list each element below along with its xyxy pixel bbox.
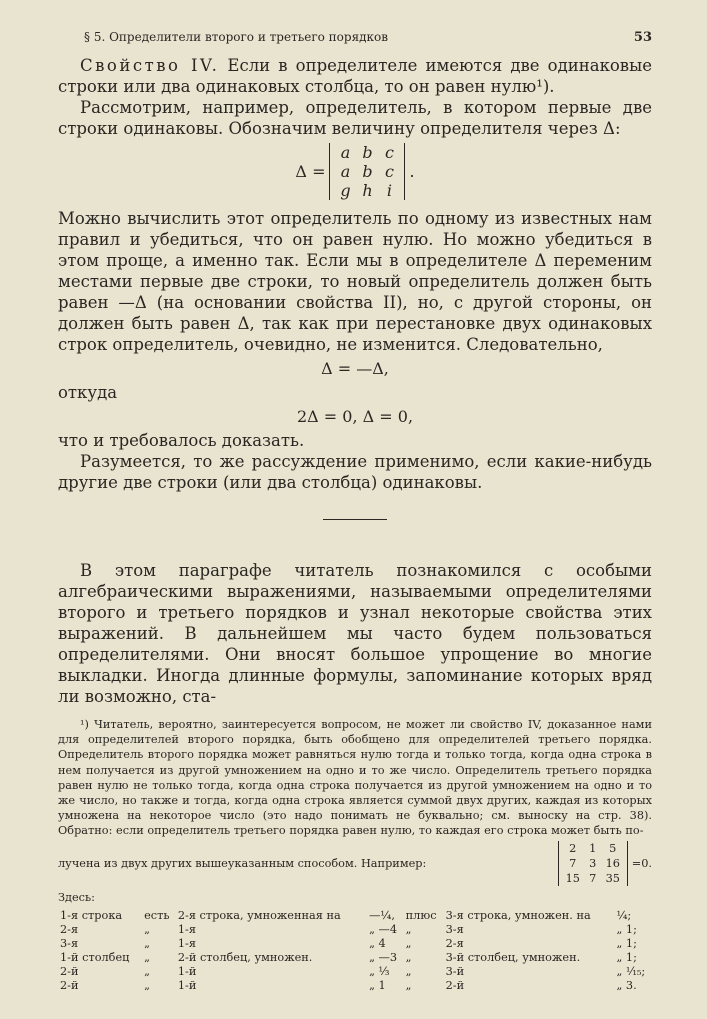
relation-cell: „ — [144, 936, 150, 950]
cell: b — [362, 143, 373, 162]
here-label: Здесь: — [58, 890, 95, 904]
running-header — [58, 30, 652, 45]
equation: 2Δ = 0, Δ = 0, — [296, 407, 414, 426]
relation-cell: „ 1; — [616, 950, 637, 964]
relation-cell: 2-я строка, умноженная на — [177, 908, 341, 922]
cell: 35 — [605, 871, 620, 885]
page-number: 53 — [633, 30, 652, 45]
equation: Δ = —Δ, — [321, 359, 389, 378]
relations-table — [58, 909, 652, 993]
relation-cell: „ ⅓ — [369, 964, 390, 978]
cell: 2 — [569, 841, 577, 855]
relation-cell: 2-я — [60, 922, 79, 936]
book-page — [58, 30, 652, 993]
property-paragraph — [58, 55, 652, 97]
relation-cell: „ 1 — [369, 978, 386, 992]
relation-cell: 3-я — [445, 922, 464, 936]
cell: i — [386, 181, 393, 200]
cell: 15 — [565, 871, 580, 885]
cell: 7 — [569, 856, 577, 870]
relation-row — [58, 909, 652, 923]
property-text: Если в определителе имеются две одинаковые строки или два одинаковых столбца, то он равен нулю¹). — [58, 56, 652, 96]
relation-cell: 2-й — [60, 964, 79, 978]
cell: c — [384, 143, 394, 162]
section-divider — [323, 519, 387, 520]
relation-cell: „ ¹⁄₁₅; — [616, 964, 646, 978]
section-title: § 5. Определители второго и третьего порядков — [84, 30, 389, 44]
relation-cell: „ 1; — [616, 936, 637, 950]
relation-cell: „ — [405, 978, 412, 992]
matrix-eq: =0. — [631, 856, 652, 870]
relation-cell: 2-й — [445, 978, 465, 992]
relation-cell: 2-й — [60, 978, 79, 992]
footnote — [58, 717, 652, 993]
det-lhs: Δ = — [295, 162, 326, 181]
relation-cell: 1-й — [177, 964, 197, 978]
relation-row — [58, 965, 652, 979]
relation-cell: „ — [144, 978, 150, 992]
relation-cell: „ 1; — [616, 922, 637, 936]
relation-cell: „ —4 — [369, 922, 398, 936]
footnote-text: ¹) Читатель, вероятно, заинтересуется вопросом, не может ли свойство IV, доказанное нами для определителей второго порядка, быть обобщено для определителей третьего порядка. Определитель второго порядка может равняться нулю тогда и только тогда, когда одна строка в нем получается из другой умножением на одно и то же число. Определитель третьего порядка равен нулю не только тогда, когда одна строка получается из другой умножением на одно и то же число, но также и тогда, когда одна строка является суммой двух других, каждая из которых умножена на некоторое число (это надо понимать не буквально; см. выноску на стр. 38). Обратно: если определитель третьего порядка равен нулю, то каждая его строка может быть по- — [58, 718, 652, 838]
cell: h — [362, 181, 373, 200]
relation-cell: 1-я — [177, 922, 196, 936]
relation-cell: „ — [144, 964, 150, 978]
relation-cell: —¼, — [369, 908, 395, 922]
relation-row — [58, 951, 652, 965]
relation-cell: 3-я строка, умножен. на — [445, 908, 591, 922]
relation-row — [58, 923, 652, 937]
cell: 5 — [609, 841, 617, 855]
relation-row — [58, 979, 652, 993]
footnote-last-line: лучена из двух других вышеуказанным способом. Например: — [58, 856, 427, 870]
paragraph: Рассмотрим, например, определитель, в котором первые две строки одинаковы. Обозначим величину определителя через Δ: — [58, 98, 652, 138]
paragraph: Разумеется, то же рассуждение применимо, если какие-нибудь другие две строки (или два столбца) одинаковы. — [58, 452, 652, 492]
relation-cell: 1-й столбец — [60, 950, 130, 964]
example-matrix — [558, 841, 628, 886]
cell: 3 — [589, 856, 597, 870]
relation-cell: 3-я — [60, 936, 79, 950]
relation-cell: есть — [144, 908, 170, 922]
relation-cell: 3-й столбец, умножен. — [445, 950, 581, 964]
cell: 7 — [589, 871, 597, 885]
cell: g — [340, 181, 351, 200]
relation-cell: „ 3. — [616, 978, 637, 992]
relation-cell: „ — [405, 922, 412, 936]
relation-cell: „ 4 — [369, 936, 386, 950]
relation-cell: 1-я строка — [60, 908, 123, 922]
relation-cell: ¼; — [616, 908, 632, 922]
cell: b — [362, 162, 373, 181]
cell: 1 — [589, 841, 597, 855]
footnote-example — [58, 841, 652, 886]
determinant-matrix — [329, 143, 405, 200]
paragraph: Можно вычислить этот определитель по одному из известных нам правил и убедиться, что он равен нулю. Но можно убедиться в этом проще, а именно так. Если мы в определителе Δ переменим местами первые две строки, то новый определитель должен быть равен —Δ (на основании свойства II), но, с другой стороны, он должен быть равен Δ, так как при перестановке двух одинаковых строк определитель, очевидно, не изменится. Следовательно, — [58, 209, 652, 354]
cell: a — [340, 162, 351, 181]
relation-row — [58, 937, 652, 951]
relation-cell: „ — [144, 922, 150, 936]
cell: c — [384, 162, 394, 181]
relation-cell: 3-й — [445, 964, 465, 978]
relation-cell: „ — [144, 950, 150, 964]
cell: a — [340, 143, 351, 162]
determinant-formula — [58, 143, 652, 200]
relation-cell: „ —3 — [369, 950, 398, 964]
relation-cell: 1-й — [177, 978, 197, 992]
relation-cell: „ — [405, 936, 412, 950]
cell: 16 — [605, 856, 620, 870]
paragraph: В этом параграфе читатель познакомился с особыми алгебраическими выражениями, называемыми определителями второго и третьего порядков и узнал некоторые свойства этих выражений. В дальнейшем мы часто будем пользоваться определителями. Они вносят большое упрощение во многие выкладки. Иногда длинные формулы, запоминание которых вряд ли возможно, ста- — [58, 561, 652, 706]
text-whence: откуда — [58, 383, 118, 402]
property-label: Свойство IV. — [80, 56, 220, 75]
relation-cell: плюс — [405, 908, 437, 922]
relation-cell: 2-й столбец, умножен. — [177, 950, 313, 964]
relation-cell: 1-я — [177, 936, 196, 950]
relation-cell: „ — [405, 950, 412, 964]
paragraph: что и требовалось доказать. — [58, 431, 305, 450]
relation-cell: „ — [405, 964, 412, 978]
relation-cell: 2-я — [445, 936, 464, 950]
det-end: . — [409, 162, 415, 181]
